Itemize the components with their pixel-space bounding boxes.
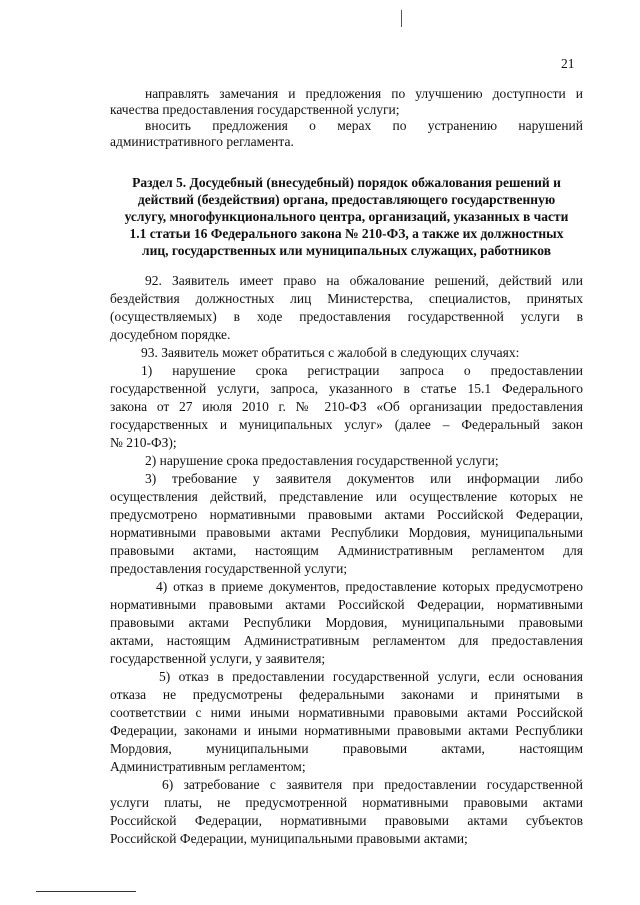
section-heading	[110, 174, 583, 259]
body-line: нормативными правовыми актами Республики Мордовия, муниципальными	[110, 525, 583, 540]
intro-line: направлять замечания и предложения по улучшению доступности и	[145, 86, 583, 101]
body-line: государственной услуги, у заявителя;	[110, 651, 326, 666]
body-line: 1) нарушение срока регистрации запроса о предоставлении	[141, 363, 583, 378]
footnote-divider	[36, 891, 136, 892]
body-line: 93. Заявитель может обратиться с жалобой в следующих случаях:	[141, 345, 520, 360]
section-heading-line: 1.1 статьи 16 Федерального закона № 210-ФЗ, а также их должностных	[129, 226, 564, 241]
body-line: соответствии с ними иными нормативными правовыми актами Российской	[110, 705, 583, 720]
section-heading-line: лиц, государственных или муниципальных служащих, работников	[142, 243, 551, 258]
body-line: 6) затребование с заявителя при предоставлении государственной	[162, 777, 583, 792]
body-line: 5) отказ в предоставлении государственной услуги, если основания	[159, 669, 583, 684]
body-line: закона от 27 июля 2010 г. № 210-ФЗ «Об организации предоставления	[110, 399, 583, 414]
body-line: предусмотрено нормативными правовыми актами Российской Федерации,	[110, 507, 583, 522]
body-line: Мордовия, муниципальными правовыми актами, настоящим	[110, 741, 583, 756]
section-heading-line: Раздел 5. Досудебный (внесудебный) порядок обжалования решений и	[132, 175, 561, 190]
intro-line: административного регламента.	[110, 134, 294, 149]
body-line: услуги платы, не предусмотренной нормативными правовыми актами	[110, 795, 583, 810]
body-line: осуществления действий, представление или осуществление которых не	[110, 489, 583, 504]
body-line: Российской Федерации, нормативными правовыми актами субъектов	[110, 813, 583, 828]
intro-line: качества предоставления государственной услуги;	[110, 102, 400, 117]
section-heading-line: действий (бездействия) органа, предоставляющего государственную	[137, 192, 556, 207]
scan-artifact-mark	[401, 10, 402, 27]
body-line: Административным регламентом;	[110, 759, 306, 774]
body-line: государственной услуги, запроса, указанного в статье 15.1 Федерального	[110, 381, 583, 396]
page-number: 21	[561, 56, 575, 71]
body-line: правовыми актами Республики Мордовия, муниципальными правовыми	[110, 615, 583, 630]
body-line: досудебном порядке.	[110, 327, 231, 342]
body-line: 2) нарушение срока предоставления государственной услуги;	[145, 453, 499, 468]
intro-line: вносить предложения о мерах по устранению нарушений	[145, 118, 583, 133]
body-line: нормативными правовыми актами Российской Федерации, нормативными	[110, 597, 583, 612]
body-line: № 210-ФЗ);	[110, 435, 177, 450]
body-line: (осуществляемых) в ходе предоставления государственной услуги в	[110, 309, 583, 324]
body-line: бездействия должностных лиц Министерства, специалистов, принятых	[110, 291, 583, 306]
body-line: актами, настоящим Административным регламентом для предоставления	[110, 633, 583, 648]
body-line: правовыми актами, настоящим Административным регламентом для	[110, 543, 583, 558]
body-line: отказа не предусмотрены федеральными законами и принятыми в	[110, 687, 583, 702]
body-line: Федерации, законами и иными нормативными правовыми актами Республики	[110, 723, 583, 738]
body-line: 92. Заявитель имеет право на обжалование решений, действий или	[145, 273, 583, 288]
body-line: 3) требование у заявителя документов или информации либо	[145, 471, 583, 486]
body-line: 4) отказ в приеме документов, предоставление которых предусмотрено	[156, 579, 583, 594]
body-line: государственных и муниципальных услуг» (далее – Федеральный закон	[110, 417, 583, 432]
body-line: Российской Федерации, муниципальными правовыми актами;	[110, 831, 468, 846]
body-line: предоставления государственной услуги;	[110, 561, 348, 576]
section-heading-line: услугу, многофункционального центра, организаций, указанных в части	[124, 209, 569, 224]
